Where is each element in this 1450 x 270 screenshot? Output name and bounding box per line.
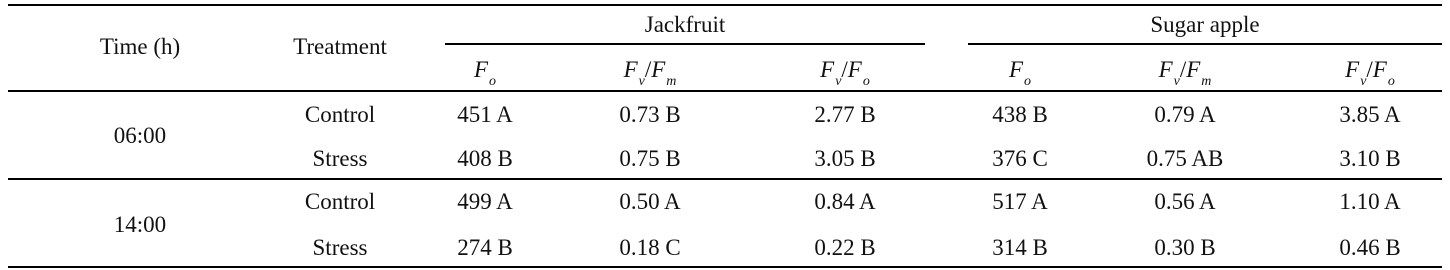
- group-rule-jackfruit: [445, 43, 925, 45]
- group-header-jackfruit: Jackfruit: [644, 12, 726, 37]
- param-slash: /: [841, 57, 848, 82]
- param-header: [1110, 57, 1260, 87]
- value-cell: 0.30 B: [1154, 235, 1216, 260]
- param-subscript: v: [638, 74, 645, 89]
- treatment-cell: Control: [304, 102, 376, 127]
- value-cell: 314 B: [992, 235, 1048, 260]
- param-main: F: [1345, 57, 1360, 82]
- param-header: [575, 57, 725, 87]
- param-subscript2: o: [862, 74, 870, 89]
- param-main2: F: [1372, 57, 1387, 82]
- value-cell: 0.75 B: [619, 146, 681, 171]
- param-slash: /: [1179, 57, 1187, 82]
- treatment-cell: Stress: [312, 235, 368, 260]
- param-subscript2: m: [666, 74, 677, 89]
- param-subscript: v: [1360, 74, 1367, 89]
- block-rule: [8, 178, 1442, 180]
- value-cell: 376 C: [992, 146, 1048, 171]
- value-cell: 451 A: [457, 102, 513, 127]
- value-cell: 0.56 A: [1154, 189, 1216, 214]
- value-cell: 0.22 B: [814, 235, 876, 260]
- value-cell: 3.85 A: [1339, 102, 1401, 127]
- top-rule: [8, 4, 1442, 6]
- value-cell: 3.05 B: [814, 146, 876, 171]
- group-rule-sugar-apple: [968, 43, 1442, 45]
- param-main: F: [1158, 57, 1173, 82]
- param-main: F: [820, 57, 835, 82]
- value-cell: 0.46 B: [1339, 235, 1401, 260]
- param-header: [1295, 57, 1445, 87]
- value-cell: 0.18 C: [619, 235, 681, 260]
- value-cell: 1.10 A: [1339, 189, 1401, 214]
- param-slash: /: [1366, 57, 1373, 82]
- param-subscript: o: [489, 74, 497, 89]
- value-cell: 0.73 B: [619, 102, 681, 127]
- value-cell: 517 A: [992, 189, 1048, 214]
- treatment-cell: Control: [304, 189, 376, 214]
- param-main: F: [623, 57, 638, 82]
- group-header-sugar-apple: Sugar apple: [1150, 12, 1260, 37]
- param-header: [770, 57, 920, 87]
- header-time: Time (h): [99, 34, 181, 59]
- param-subscript: v: [835, 74, 842, 89]
- value-cell: 438 B: [992, 102, 1048, 127]
- value-cell: 0.75 AB: [1146, 146, 1224, 171]
- param-subscript: o: [1024, 74, 1032, 89]
- treatment-cell: Stress: [312, 146, 368, 171]
- header-rule: [8, 90, 1442, 92]
- value-cell: 408 B: [457, 146, 513, 171]
- param-header: [945, 57, 1095, 87]
- header-treatment: Treatment: [293, 34, 387, 59]
- value-cell: 499 A: [457, 189, 513, 214]
- value-cell: 2.77 B: [814, 102, 876, 127]
- time-cell: 06:00: [113, 123, 167, 148]
- param-main: F: [473, 57, 489, 82]
- value-cell: 0.50 A: [619, 189, 681, 214]
- value-cell: 0.79 A: [1154, 102, 1216, 127]
- time-cell: 14:00: [113, 212, 167, 237]
- param-subscript: v: [1173, 74, 1180, 89]
- param-main2: F: [847, 57, 862, 82]
- param-header: [410, 57, 560, 87]
- param-main2: F: [651, 57, 666, 82]
- param-slash: /: [644, 57, 652, 82]
- value-cell: 3.10 B: [1339, 146, 1401, 171]
- param-main: F: [1008, 57, 1024, 82]
- param-subscript2: o: [1387, 74, 1395, 89]
- bottom-rule: [8, 266, 1442, 268]
- param-subscript2: m: [1201, 74, 1212, 89]
- value-cell: 0.84 A: [814, 189, 876, 214]
- value-cell: 274 B: [457, 235, 513, 260]
- param-main2: F: [1186, 57, 1201, 82]
